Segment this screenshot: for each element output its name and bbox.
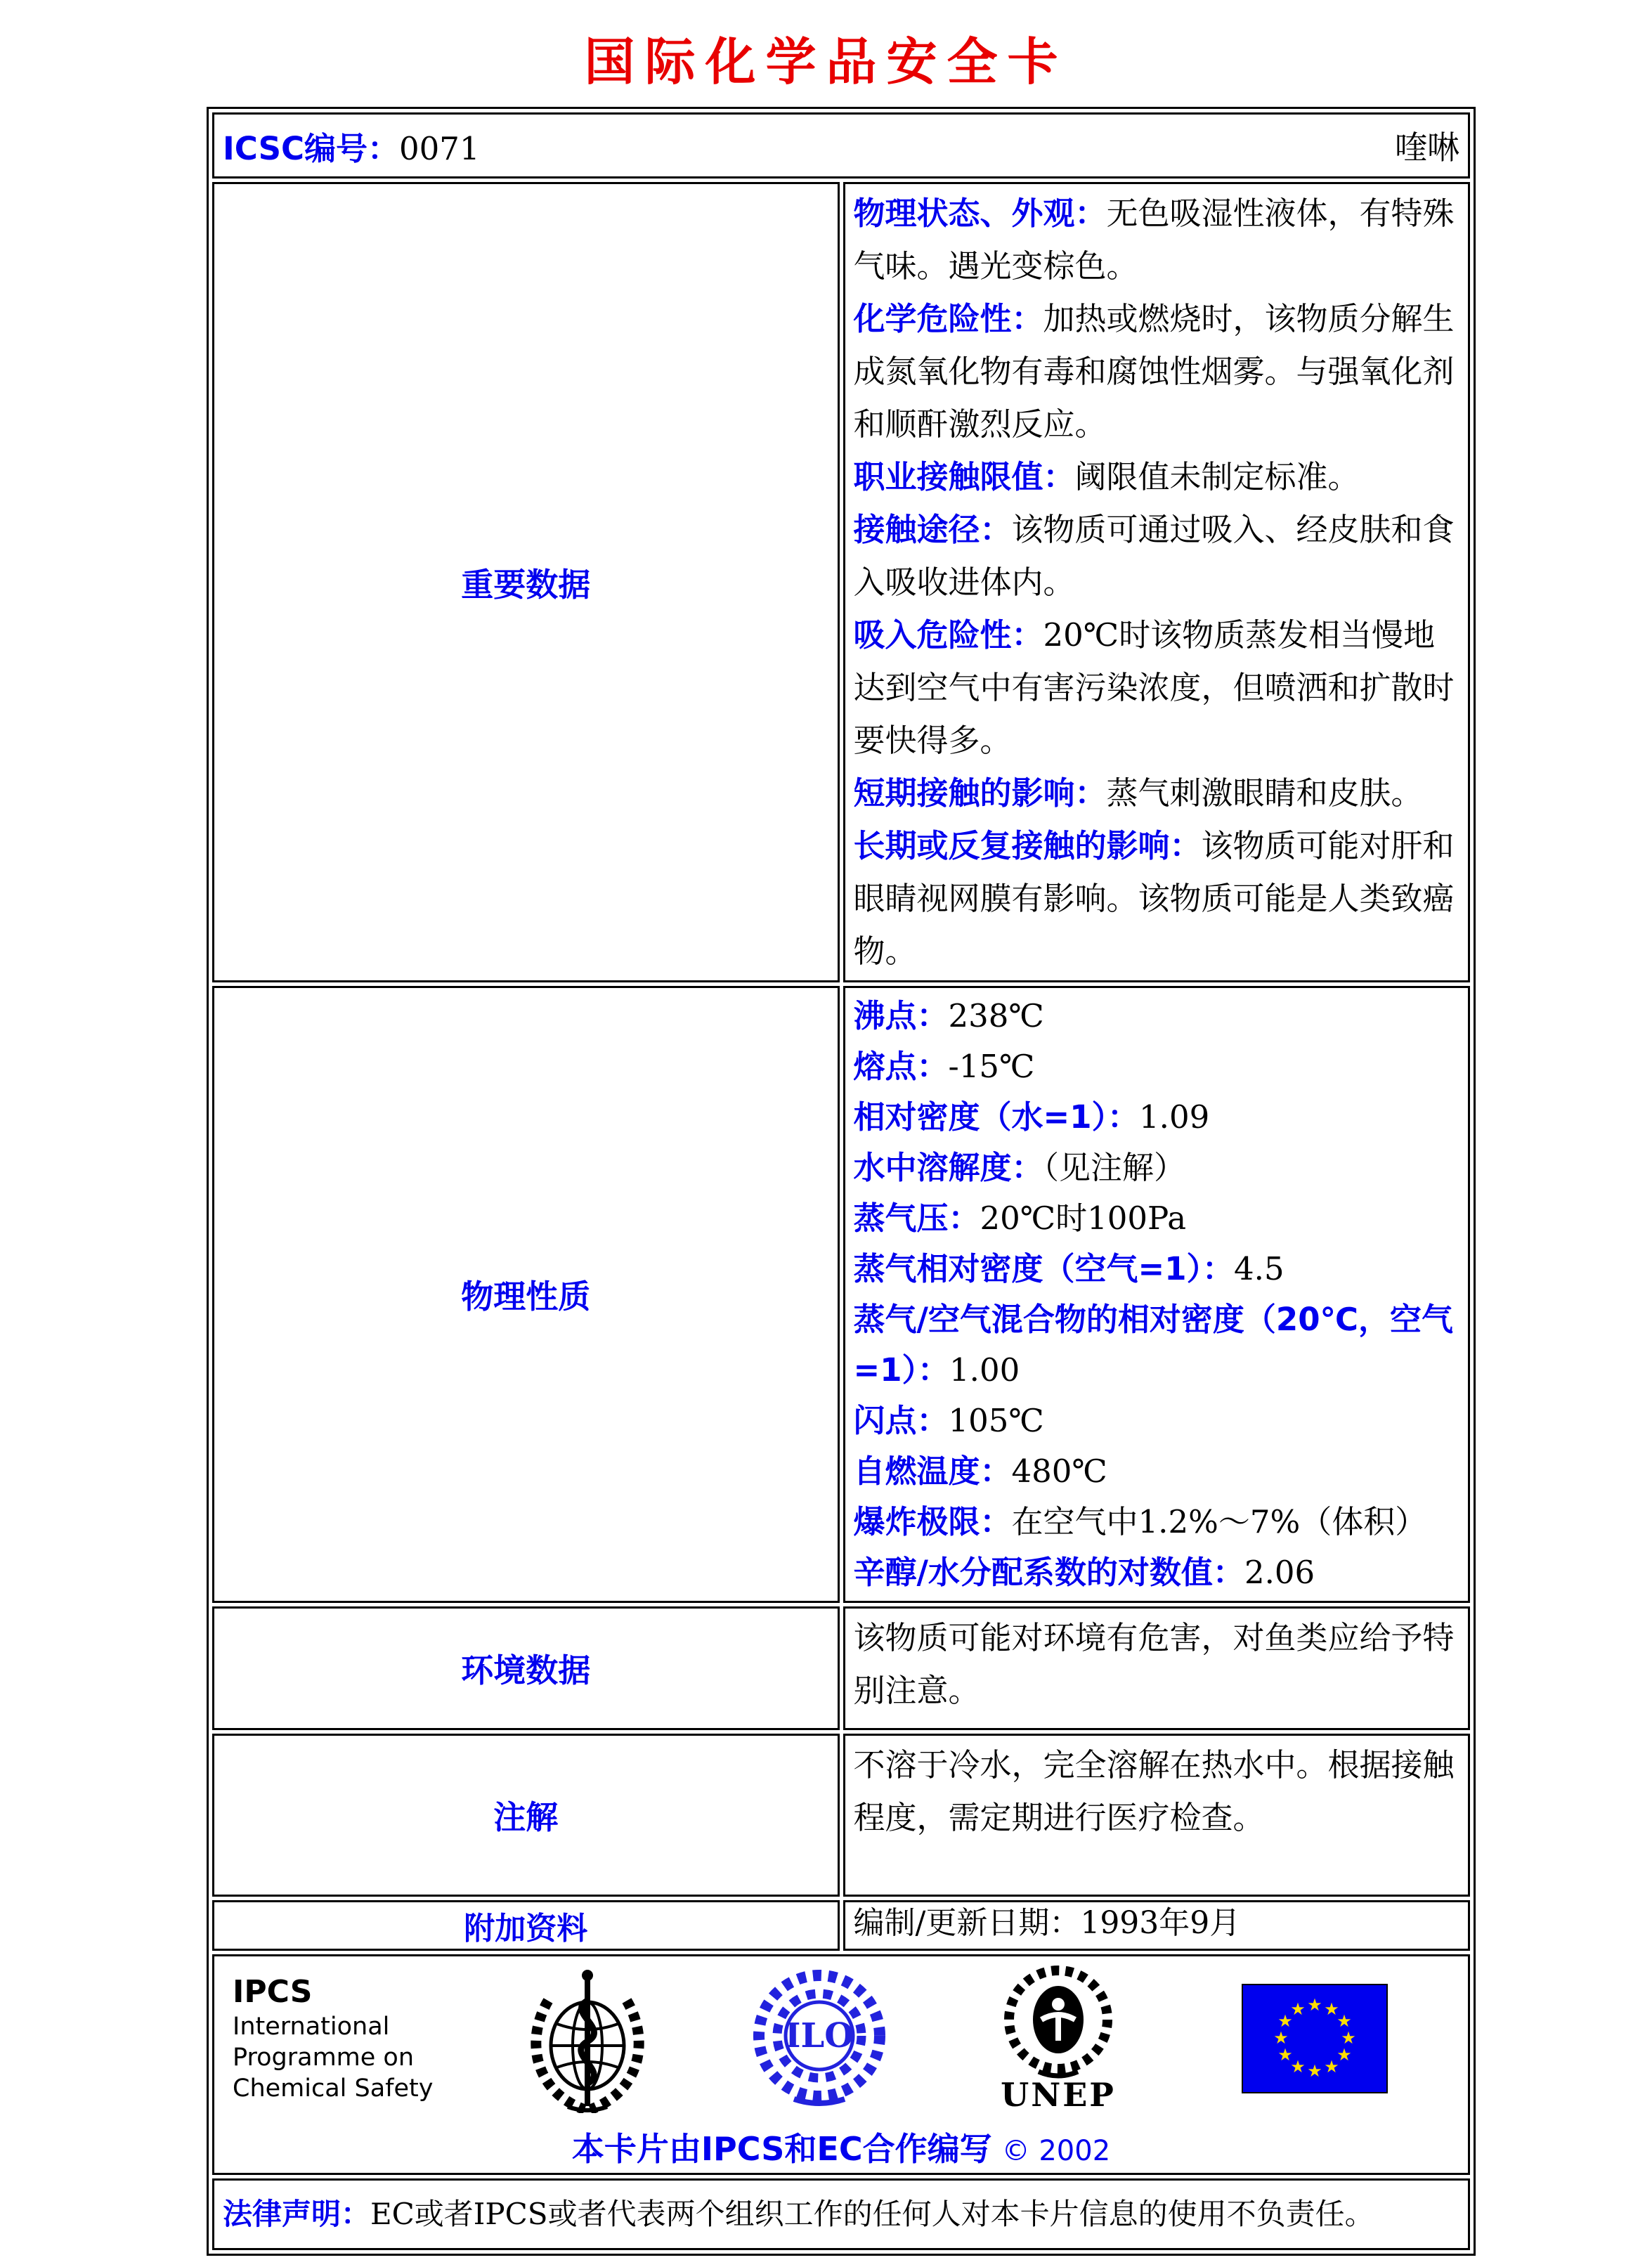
additional-info-content (843, 1900, 1471, 1951)
eu-star-icon: ★ (1336, 2011, 1352, 2031)
environmental-data-content (843, 1606, 1471, 1730)
unep-logo (935, 1963, 1181, 2114)
notes-section-label: 注解 (212, 1734, 840, 1897)
compile-update-date: 编制/更新日期：1993年9月 (853, 1905, 1241, 1941)
legal-text: EC或者IPCS或者代表两个组织工作的任何人对本卡片信息的使用不负责任。 (370, 2197, 1374, 2231)
field-label: 水中溶解度： (853, 1149, 1043, 1186)
field-label: 熔点： (853, 1048, 949, 1085)
environmental-data-text: 该物质可能对环境有危害，对鱼类应给予特别注意。 (853, 1619, 1455, 1709)
credit-text: 本卡片由IPCS和EC合作编写 (571, 2130, 992, 2168)
physical-properties-section-label: 物理性质 (212, 986, 840, 1603)
field-value: 2.06 (1244, 1554, 1315, 1591)
credit-line (228, 2124, 1454, 2170)
eu-star-icon: ★ (1290, 1999, 1306, 2019)
icsc-header-row (212, 112, 1470, 178)
eu-star-icon: ★ (1324, 1999, 1339, 2019)
field-value: 238℃ (948, 997, 1044, 1034)
field-label: 职业接触限值： (853, 458, 1075, 495)
entry-melting-point (854, 1041, 1460, 1092)
ipcs-text-block: IPCS International Programme on Chemical Safety (233, 1973, 471, 2104)
additional-info-row (212, 1900, 1470, 1951)
field-label: 相对密度（水=1）： (853, 1098, 1140, 1136)
field-value: 1.09 (1139, 1098, 1210, 1136)
field-value: 阈限值未制定标准。 (1074, 458, 1360, 495)
unep-wordmark: UNEP (1001, 2076, 1116, 2114)
legal-cell (212, 2178, 1470, 2250)
entry-vapor-density (854, 1244, 1460, 1294)
entry-exposure-routes (854, 503, 1460, 609)
chemical-name: 喹啉 (1395, 129, 1459, 167)
page-title: 国际化学品安全卡 (584, 32, 1068, 91)
eu-star-icon: ★ (1336, 2045, 1352, 2065)
ilo-logo (703, 1968, 935, 2109)
field-label: 自燃温度： (853, 1453, 1012, 1490)
field-label: 蒸气压： (853, 1200, 980, 1237)
field-label: 闪点： (853, 1402, 949, 1439)
entry-vapor-air-mixture-density (854, 1294, 1460, 1396)
eu-star-icon: ★ (1307, 1995, 1322, 2015)
logos-cell (212, 1954, 1470, 2175)
entry-autoignition-temperature (854, 1446, 1460, 1497)
environmental-data-row (212, 1606, 1470, 1730)
field-label: 沸点： (853, 997, 949, 1034)
entry-vapor-pressure (854, 1193, 1460, 1244)
important-data-row (212, 182, 1470, 982)
entry-physical-state (854, 187, 1460, 292)
field-value: 20℃时100Pa (980, 1200, 1187, 1237)
logos-row (212, 1954, 1470, 2175)
entry-water-solubility (854, 1143, 1460, 1193)
field-label: 吸入危险性： (853, 616, 1043, 654)
entry-chemical-danger (854, 292, 1460, 450)
ilo-letters: ILO (784, 2016, 854, 2055)
entry-long-term-effects (854, 819, 1460, 977)
legal-row (212, 2178, 1470, 2250)
eu-star-icon: ★ (1277, 2011, 1293, 2031)
field-label: 接触途径： (853, 511, 1012, 548)
icsc-number-group (223, 123, 480, 169)
eu-star-icon: ★ (1273, 2028, 1289, 2048)
additional-info-section-label: 附加资料 (212, 1900, 840, 1951)
eu-star-icon: ★ (1307, 2061, 1322, 2081)
entry-inhalation-risk (854, 609, 1460, 767)
icsc-header-cell (212, 112, 1470, 178)
entry-relative-density (854, 1092, 1460, 1143)
important-data-content (843, 182, 1471, 982)
field-label: 蒸气相对密度（空气=1）： (853, 1250, 1235, 1287)
notes-text: 不溶于冷水，完全溶解在热水中。根据接触程度，需定期进行医疗检查。 (853, 1746, 1455, 1836)
eu-star-icon: ★ (1290, 2057, 1306, 2077)
eu-star-icon: ★ (1341, 2028, 1356, 2048)
entry-flash-point (854, 1396, 1460, 1446)
field-value: 1.00 (949, 1351, 1020, 1389)
environmental-data-section-label: 环境数据 (212, 1606, 840, 1730)
physical-properties-row (212, 986, 1470, 1603)
safety-card-table (207, 107, 1476, 2256)
field-value: 无色吸湿性液体，有特殊气味。遇光变棕色。 (853, 195, 1455, 285)
entry-boiling-point (854, 991, 1460, 1041)
credit-copyright: © 2002 (1001, 2135, 1111, 2167)
field-value: 480℃ (1011, 1453, 1107, 1490)
icsc-number-value: 0071 (399, 129, 480, 167)
ipcs-acronym: IPCS (233, 1974, 313, 2010)
field-label: 物理状态、外观： (853, 195, 1107, 232)
entry-short-term-effects (854, 767, 1460, 819)
field-value: 加热或燃烧时，该物质分解生成氮氧化物有毒和腐蚀性烟雾。与强氧化剂和顺酐激烈反应。 (853, 300, 1455, 443)
field-label: 爆炸极限： (853, 1503, 1012, 1540)
field-value: 20℃时该物质蒸发相当慢地达到空气中有害污染浓度，但喷洒和扩散时要快得多。 (853, 616, 1455, 759)
legal-label: 法律声明： (223, 2197, 371, 2231)
field-value: 该物质可通过吸入、经皮肤和食入吸收进体内。 (853, 511, 1455, 601)
field-value: （见注解） (1043, 1149, 1186, 1186)
field-label: 长期或反复接触的影响： (853, 827, 1202, 864)
entry-occupational-limit (854, 450, 1460, 503)
notes-content (843, 1734, 1471, 1897)
field-label: 短期接触的影响： (853, 774, 1107, 812)
field-value: 105℃ (948, 1402, 1044, 1439)
notes-row (212, 1734, 1470, 1897)
icsc-number-label: ICSC编号： (223, 129, 400, 167)
field-label: 辛醇/水分配系数的对数值： (853, 1554, 1244, 1591)
entry-explosive-limits (854, 1497, 1460, 1547)
eu-star-icon: ★ (1277, 2045, 1293, 2065)
field-value: 4.5 (1234, 1250, 1284, 1287)
field-value: 蒸气刺激眼睛和皮肤。 (1106, 774, 1423, 812)
who-logo (471, 1964, 703, 2113)
important-data-section-label: 重要数据 (212, 182, 840, 982)
field-value: 该物质可能对肝和眼睛视网膜有影响。该物质可能是人类致癌物。 (853, 827, 1455, 970)
field-label: 化学危险性： (853, 300, 1043, 337)
field-value: -15℃ (948, 1048, 1035, 1085)
physical-properties-content (843, 986, 1471, 1603)
field-value: 在空气中1.2%～7%（体积） (1011, 1503, 1427, 1540)
field-label: 蒸气/空气混合物的相对密度（20℃，空气=1）： (853, 1301, 1454, 1389)
entry-octanol-water-partition (854, 1547, 1460, 1598)
eu-flag (1181, 1984, 1448, 2093)
eu-star-icon: ★ (1324, 2057, 1339, 2077)
